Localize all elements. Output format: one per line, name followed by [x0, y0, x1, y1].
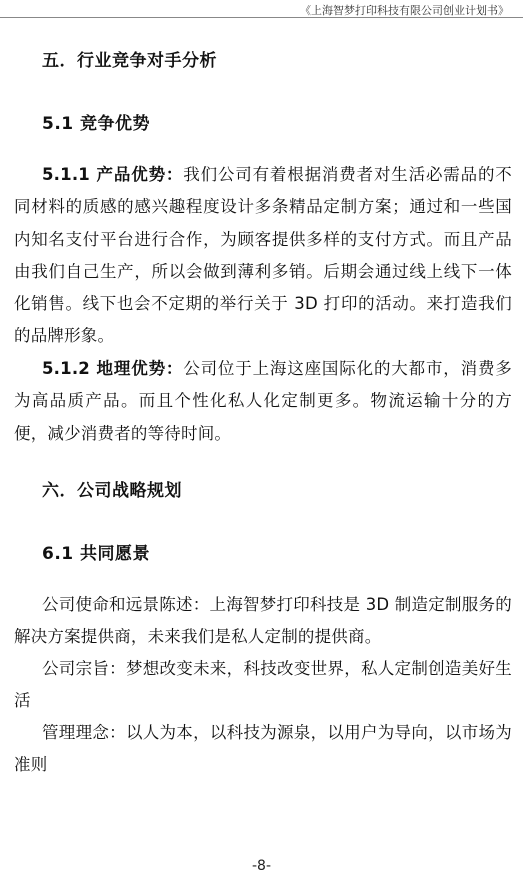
section-6-heading: 六．公司战略规划	[42, 481, 182, 501]
product-advantage-text: 我们公司有着根据消费者对生活必需品的不同材料的质感的感兴趣程度设计多条精品定制方案；通过和一些国内知名支付平台进行合作，为顾客提供多样的支付方式。而且产品由我们自己生产，所以会做到薄利多销。后期会通过线上线下一体化销售。线下也会不定期的举行关于 3D 打印的活动。来打造我们的品牌形象。	[14, 165, 512, 346]
running-header: 《上海智梦打印科技有限公司创业计划书》	[300, 4, 509, 17]
paragraph-product-advantage	[14, 159, 512, 353]
paragraph-mission-vision: 公司使命和远景陈述：上海智梦打印科技是 3D 制造定制服务的解决方案提供商，未来我们是私人定制的提供商。	[14, 595, 512, 647]
paragraph-geographic-advantage	[14, 353, 512, 450]
header-divider	[0, 17, 523, 18]
product-advantage-lead: 5.1.1 产品优势：	[42, 165, 184, 184]
paragraph-company-purpose: 公司宗旨：梦想改变未来，科技改变世界，私人定制创造美好生活	[14, 659, 512, 711]
section-5-1-heading: 5.1 竞争优势	[42, 114, 151, 134]
page-number: -8-	[251, 858, 271, 874]
geographic-advantage-text: 公司位于上海这座国际化的大都市，消费多为高品质产品。而且个性化私人化定制更多。物流运输十分的方便，减少消费者的等待时间。	[14, 359, 512, 443]
geographic-advantage-lead: 5.1.2 地理优势：	[42, 359, 184, 378]
section-5-heading: 五．行业竞争对手分析	[42, 51, 217, 71]
section-6-1-heading: 6.1 共同愿景	[42, 544, 151, 564]
paragraph-management-philosophy: 管理理念：以人为本，以科技为源泉，以用户为导向，以市场为准则	[14, 723, 512, 775]
